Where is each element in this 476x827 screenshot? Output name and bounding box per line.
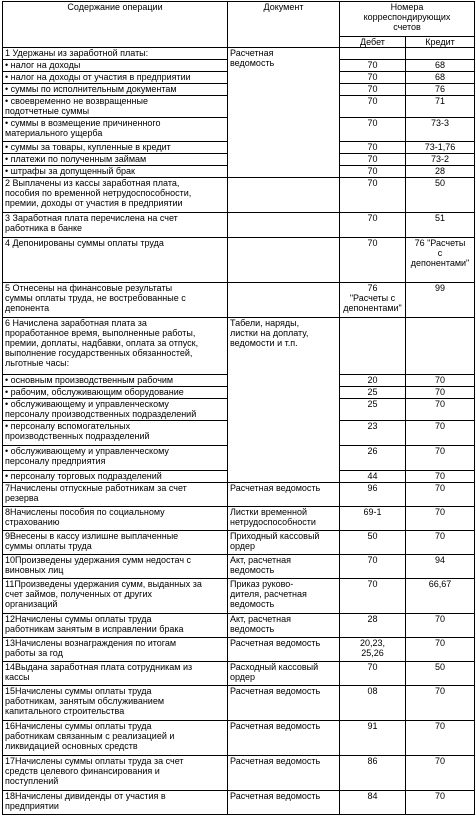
operation-cell: • обслуживающему и управленческому персоналу предприятия — [3, 446, 228, 471]
debit-cell: 70 — [340, 96, 406, 118]
credit-cell: 28 — [406, 166, 475, 178]
document-cell: Расчетная ведомость — [228, 721, 340, 756]
operation-cell: • обслуживающему и управленческому персоналу производственных подразделений — [3, 399, 228, 421]
header-accounts: Номера корреспондирующих счетов — [340, 2, 475, 37]
credit-cell: 70 — [406, 507, 475, 531]
operation-cell: 3 Заработная плата перечислена на счет работника в банке — [3, 213, 228, 238]
header-document: Документ — [228, 2, 340, 48]
credit-cell: 71 — [406, 96, 475, 118]
credit-cell: 70 — [406, 791, 475, 815]
document-cell: Приходный кассовый ордер — [228, 531, 340, 555]
document-cell: Расчетная ведомость — [228, 756, 340, 791]
credit-cell: 70 — [406, 638, 475, 662]
operation-cell: • основным производственным рабочим — [3, 375, 228, 387]
debit-cell: 70 — [340, 213, 406, 238]
operation-cell: • суммы по исполнительным документам — [3, 84, 228, 96]
debit-cell: 70 — [340, 555, 406, 579]
document-cell: Акт, расчетная ведомость — [228, 555, 340, 579]
document-cell: Акт, расчетная ведомость — [228, 614, 340, 638]
table-row — [3, 507, 475, 531]
credit-cell: 68 — [406, 72, 475, 84]
credit-cell: 99 — [406, 283, 475, 318]
table-row — [3, 318, 475, 375]
debit-cell — [340, 48, 406, 60]
debit-cell: 91 — [340, 721, 406, 756]
table-row — [3, 531, 475, 555]
document-cell: Приказ руково- дителя, расчетная ведомость — [228, 579, 340, 614]
debit-cell: 26 — [340, 446, 406, 471]
operation-cell: 15Начислены суммы оплаты труда работникам, занятым обслуживанием капитального строительства — [3, 686, 228, 721]
debit-cell: 70 — [340, 60, 406, 72]
table-row — [3, 756, 475, 791]
table-row — [3, 614, 475, 638]
debit-cell: 70 — [340, 238, 406, 283]
table-row — [3, 178, 475, 213]
credit-cell: 51 — [406, 213, 475, 238]
operation-cell: • платежи по полученным займам — [3, 154, 228, 166]
credit-cell: 66,67 — [406, 579, 475, 614]
debit-cell: 28 — [340, 614, 406, 638]
debit-cell: 86 — [340, 756, 406, 791]
credit-cell — [406, 48, 475, 60]
credit-cell: 70 — [406, 471, 475, 483]
operation-cell: 16Начислены суммы оплаты труда работникам связанным с реализацией и ликвидацией основных средств — [3, 721, 228, 756]
credit-cell: 70 — [406, 387, 475, 399]
table-row — [3, 555, 475, 579]
debit-cell: 23 — [340, 421, 406, 446]
credit-cell: 73-1,76 — [406, 142, 475, 154]
operation-cell: • суммы в возмещение причиненного материального ущерба — [3, 118, 228, 142]
table-row — [3, 662, 475, 686]
operation-cell: 18Начислены дивиденды от участия в предприятии — [3, 791, 228, 815]
credit-cell: 70 — [406, 531, 475, 555]
debit-cell — [340, 318, 406, 375]
document-cell: Расчетная ведомость — [228, 483, 340, 507]
document-cell: Листки временной нетрудоспособности — [228, 507, 340, 531]
document-cell: Расчетная ведомость — [228, 791, 340, 815]
operation-cell: 2 Выплачены из кассы заработная плата, пособия по временной нетрудоспособности, премии, доходы от участия в предприятии — [3, 178, 228, 213]
table-row — [3, 579, 475, 614]
document-cell: Расчетная ведомость — [228, 48, 340, 178]
credit-cell: 70 — [406, 721, 475, 756]
operation-cell: 17Начислены суммы оплаты труда за счет средств целевого финансирования и поступлений — [3, 756, 228, 791]
operation-cell: 4 Депонированы суммы оплаты труда — [3, 238, 228, 283]
credit-cell: 70 — [406, 399, 475, 421]
debit-cell: 25 — [340, 399, 406, 421]
debit-cell: 70 — [340, 154, 406, 166]
document-cell — [228, 238, 340, 283]
operation-cell: 8Начислены пособия по социальному страхованию — [3, 507, 228, 531]
credit-cell: 70 — [406, 483, 475, 507]
debit-cell: 70 — [340, 84, 406, 96]
debit-cell: 25 — [340, 387, 406, 399]
table-row — [3, 213, 475, 238]
operation-cell: 10Произведены удержания сумм недостач с виновных лиц — [3, 555, 228, 579]
credit-cell: 70 — [406, 375, 475, 387]
document-cell: Расчетная ведомость — [228, 638, 340, 662]
debit-cell: 70 — [340, 178, 406, 213]
credit-cell: 68 — [406, 60, 475, 72]
header-operation: Содержание операции — [3, 2, 228, 48]
operation-cell: • персоналу торговых подразделений — [3, 471, 228, 483]
document-cell — [228, 213, 340, 238]
debit-cell: 70 — [340, 118, 406, 142]
credit-cell: 76 "Расчеты с депонентами" — [406, 238, 475, 283]
operation-cell: • налог на доходы — [3, 60, 228, 72]
header-debit: Дебет — [340, 37, 406, 48]
credit-cell: 50 — [406, 178, 475, 213]
document-cell — [228, 283, 340, 318]
debit-cell: 70 — [340, 579, 406, 614]
credit-cell: 70 — [406, 421, 475, 446]
debit-cell: 44 — [340, 471, 406, 483]
debit-cell: 76 "Расчеты с депонентами" — [340, 283, 406, 318]
debit-cell: 84 — [340, 791, 406, 815]
ledger-table — [2, 1, 475, 815]
table-row — [3, 483, 475, 507]
debit-cell: 70 — [340, 662, 406, 686]
operation-cell: 13Начислены вознаграждения по итогам работы за год — [3, 638, 228, 662]
credit-cell: 73-2 — [406, 154, 475, 166]
credit-cell: 76 — [406, 84, 475, 96]
header-credit: Кредит — [406, 37, 475, 48]
operation-cell: 14Выдана заработная плата сотрудникам из кассы — [3, 662, 228, 686]
document-cell — [228, 178, 340, 213]
credit-cell: 70 — [406, 446, 475, 471]
operation-cell: 11Произведены удержания сумм, выданных за счет займов, полученных от других организаций — [3, 579, 228, 614]
document-cell: Табели, наряды, листки на доплату, ведомости и т.п. — [228, 318, 340, 483]
debit-cell: 08 — [340, 686, 406, 721]
operation-cell: 6 Начислена заработная плата за проработанное время, выполненные работы, премии, доплаты, надбавки, оплата за отпуск, выполнение государственных обязанностей, льготные часы: — [3, 318, 228, 375]
credit-cell: 50 — [406, 662, 475, 686]
operation-cell: 5 Отнесены на финансовые результаты суммы оплаты труда, не востребованные с депонента — [3, 283, 228, 318]
table-row — [3, 686, 475, 721]
debit-cell: 69-1 — [340, 507, 406, 531]
debit-cell: 20 — [340, 375, 406, 387]
debit-cell: 96 — [340, 483, 406, 507]
operation-cell: • рабочим, обслуживающим оборудование — [3, 387, 228, 399]
operation-cell: 1 Удержаны из заработной платы: — [3, 48, 228, 60]
debit-cell: 50 — [340, 531, 406, 555]
table-row — [3, 283, 475, 318]
table-row — [3, 238, 475, 283]
credit-cell: 73-3 — [406, 118, 475, 142]
table-row — [3, 638, 475, 662]
debit-cell: 20,23, 25,26 — [340, 638, 406, 662]
table-row — [3, 721, 475, 756]
ledger-body — [3, 48, 475, 815]
operation-cell: • своевременно не возвращенные подотчетные суммы — [3, 96, 228, 118]
credit-cell: 70 — [406, 614, 475, 638]
document-cell: Расходный кассовый ордер — [228, 662, 340, 686]
credit-cell: 70 — [406, 686, 475, 721]
operation-cell: • штрафы за допущенный брак — [3, 166, 228, 178]
credit-cell: 94 — [406, 555, 475, 579]
operation-cell: • персоналу вспомогательных производственных подразделений — [3, 421, 228, 446]
operation-cell: 12Начислены суммы оплаты труда работникам занятым в исправлении брака — [3, 614, 228, 638]
credit-cell — [406, 318, 475, 375]
operation-cell: • налог на доходы от участия в предприятии — [3, 72, 228, 84]
table-row — [3, 791, 475, 815]
operation-cell: 9Внесены в кассу излишне выплаченные суммы оплаты труда — [3, 531, 228, 555]
operation-cell: • суммы за товары, купленные в кредит — [3, 142, 228, 154]
table-row — [3, 48, 475, 60]
operation-cell: 7Начислены отпускные работникам за счет резерва — [3, 483, 228, 507]
debit-cell: 70 — [340, 72, 406, 84]
debit-cell: 70 — [340, 142, 406, 154]
credit-cell: 70 — [406, 756, 475, 791]
document-cell: Расчетная ведомость — [228, 686, 340, 721]
debit-cell: 70 — [340, 166, 406, 178]
